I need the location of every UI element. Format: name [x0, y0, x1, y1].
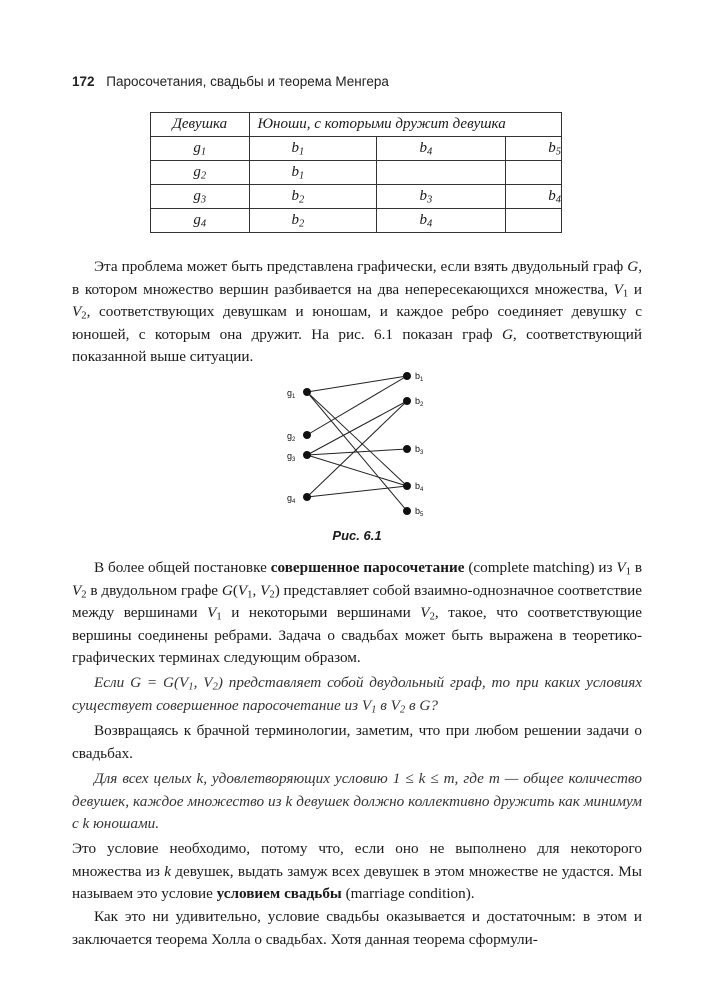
vertex-label-b5: $b_5$: [415, 506, 424, 518]
boy-cell: $b_2$: [249, 209, 377, 233]
chapter-title: Паросочетания, свадьбы и теорема Менгера: [106, 74, 389, 89]
girl-cell: $g_4$: [151, 209, 250, 233]
girl-cell: $g_2$: [151, 161, 250, 185]
boy-cell: [506, 209, 562, 233]
vertex-g2: [303, 431, 311, 439]
boy-cell: [506, 161, 562, 185]
vertex-b2: [403, 397, 411, 405]
paragraph-terminology: Возвращаясь к брачной терминологии, заметим, что при любом решении задачи о свадьбах.: [72, 722, 642, 762]
table-header-row: [151, 113, 562, 137]
boy-cell: $b_5$: [506, 137, 562, 161]
vertex-b5: [403, 507, 411, 515]
paragraph-necessity: Это условие необходимо, потому что, если оно не выполнено для некоторого множества из k девушек, выдать замуж всех девушек в этом множестве не удастся. Мы называем это условие условием свадьбы (marriage condition).: [72, 840, 642, 903]
boy-cell: $b_4$: [377, 209, 506, 233]
right-vertices: [403, 371, 424, 518]
table-row: [151, 209, 562, 233]
left-vertices: [287, 388, 311, 505]
boy-cell: $b_2$: [249, 185, 377, 209]
vertex-g4: [303, 493, 311, 501]
running-header: [72, 74, 389, 89]
girl-cell: $g_1$: [151, 137, 250, 161]
boy-cell: $b_1$: [249, 161, 377, 185]
header-girl: Девушка: [151, 113, 250, 137]
vertex-label-g3: $g_3$: [287, 451, 296, 463]
vertex-g3: [303, 451, 311, 459]
vertex-label-b2: $b_2$: [415, 396, 424, 408]
figure-caption: Рис. 6.1: [332, 528, 382, 543]
table-row: [151, 137, 562, 161]
graph-edges: [307, 376, 407, 511]
bipartite-graph-figure: [270, 366, 450, 526]
vertex-b1: [403, 372, 411, 380]
girl-cell: $g_3$: [151, 185, 250, 209]
paragraph-graph-intro: Эта проблема может быть представлена графически, если взять двудольный граф G, в котором множество вершин разбивается на два непересекающихся множества, $V_1$ и $V_2$, соответствующих девушкам и юношам, и каждое ребро соединяет девушку с юношей, с которым она дружит. На рис. 6.1 показан граф G, соответствующий показанной выше ситуации.: [72, 258, 642, 366]
paragraph-condition: Для всех целых k, удовлетворяющих условию 1 ≤ k ≤ m, где m — общее количество девушек, каждое множество из k девушек должно коллективно дружить как минимум с k юношами.: [72, 770, 642, 833]
table-row: [151, 185, 562, 209]
paragraph-complete-matching: В более общей постановке совершенное паросочетание (complete matching) из $V_1$ в $V_2$ в двудольном графе $G(V_1$, $V_2$) представляет собой взаимно-однозначное соответствие между вершинами $V_1$ и некоторыми вершинами $V_2$, такое, что соответствующие вершины соединены ребрами. Задача о свадьбах может быть выражена в теоретико-графических терминах следующим образом.: [72, 559, 643, 667]
boy-cell: [377, 161, 506, 185]
page-number: 172: [72, 74, 95, 89]
vertex-label-b1: $b_1$: [415, 371, 424, 383]
friendship-table: [150, 112, 562, 233]
vertex-label-g4: $g_4$: [287, 493, 296, 505]
boy-cell: $b_4$: [377, 137, 506, 161]
table-row: [151, 161, 562, 185]
boy-cell: $b_3$: [377, 185, 506, 209]
vertex-b3: [403, 445, 411, 453]
header-boys: Юноши, с которыми дружит девушка: [249, 113, 561, 137]
paragraph-question: Если $G = G(V_1$, $V_2$) представляет собой двудольный граф, то при каких условиях существует совершенное паросочетание из $V_1$ в $V_2$ в G?: [72, 674, 642, 716]
vertex-g1: [303, 388, 311, 396]
vertex-label-g2: $g_2$: [287, 431, 296, 443]
vertex-b4: [403, 482, 411, 490]
paragraph-hall-theorem: Как это ни удивительно, условие свадьбы оказывается и достаточным: в этом и заключается теорема Холла о свадьбах. Хотя данная теорема сформули-: [72, 908, 642, 948]
vertex-label-g1: $g_1$: [287, 388, 296, 400]
vertex-label-b4: $b_4$: [415, 481, 424, 493]
vertex-label-b3: $b_3$: [415, 444, 424, 456]
boy-cell: $b_1$: [249, 137, 377, 161]
boy-cell: $b_4$: [506, 185, 562, 209]
